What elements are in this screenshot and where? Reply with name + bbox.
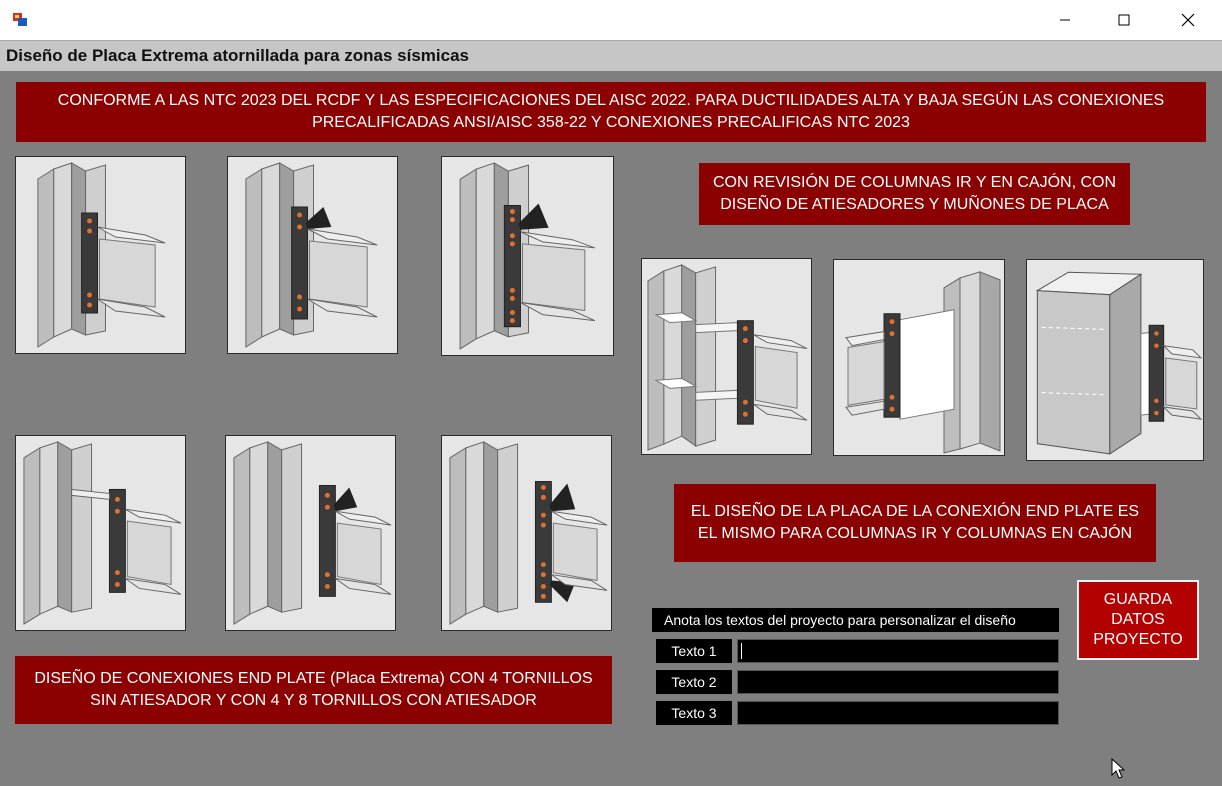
connection-types-banner: DISEÑO DE CONEXIONES END PLATE (Placa Extrema) CON 4 TORNILLOS SIN ATIESADOR Y CON 4 Y 8 TORNILLOS CON ATIESADOR <box>15 656 612 724</box>
end-plate-4-bolt-unstiffened-icon <box>15 435 186 631</box>
text3-label: Texto 3 <box>656 701 732 725</box>
save-button-line3: PROYECTO <box>1093 631 1183 648</box>
save-project-button[interactable] <box>1077 580 1199 660</box>
maximize-button[interactable] <box>1095 0 1153 40</box>
end-plate-4-bolt-unstiffened-icon <box>15 156 186 354</box>
text1-input[interactable] <box>737 639 1059 663</box>
column-review-banner: CON REVISIÓN DE COLUMNAS IR Y EN CAJÓN, CON DISEÑO DE ATIESADORES Y MUÑONES DE PLACA <box>699 163 1130 225</box>
text1-label: Texto 1 <box>656 639 732 663</box>
close-icon <box>1181 13 1195 27</box>
form-title: Diseño de Placa Extrema atornillada para zonas sísmicas <box>6 46 469 65</box>
app-icon <box>12 12 28 28</box>
text3-input[interactable] <box>737 701 1059 725</box>
minimize-icon <box>1059 14 1071 26</box>
title-bar <box>0 0 1222 40</box>
text2-label: Texto 2 <box>656 670 732 694</box>
save-button-line1: GUARDA <box>1103 591 1173 608</box>
maximize-icon <box>1118 14 1130 26</box>
ir-column-continuity-plates-icon <box>641 258 812 455</box>
end-plate-4-bolt-stiffened-icon <box>227 156 398 354</box>
end-plate-4-bolt-stiffened-icon <box>225 435 396 631</box>
close-button[interactable] <box>1159 0 1217 40</box>
save-button-line2: DATOS <box>1111 611 1165 628</box>
project-texts-heading: Anota los textos del proyecto para personalizar el diseño <box>652 608 1059 632</box>
mouse-cursor-icon <box>1111 758 1125 780</box>
standards-banner: CONFORME A LAS NTC 2023 DEL RCDF Y LAS ESPECIFICACIONES DEL AISC 2022. PARA DUCTILIDADES ALTA Y BAJA SEGÚN LAS CONEXIONES PRECALIFICADAS ANSI/AISC 358-22 Y CONEXIONES PRECALIFICAS NTC 2023 <box>16 82 1206 142</box>
end-plate-8-bolt-stiffened-icon <box>441 156 614 356</box>
form-header <box>0 40 1222 71</box>
minimize-button[interactable] <box>1036 0 1094 40</box>
box-column-stub-icon <box>1026 259 1204 461</box>
end-plate-8-bolt-stiffened-icon <box>441 435 612 631</box>
text2-input[interactable] <box>737 670 1059 694</box>
plate-design-banner: EL DISEÑO DE LA PLACA DE LA CONEXIÓN END PLATE ES EL MISMO PARA COLUMNAS IR Y COLUMNAS EN CAJÓN <box>674 484 1156 562</box>
text-caret <box>741 643 742 659</box>
ir-column-stub-icon <box>833 259 1005 456</box>
